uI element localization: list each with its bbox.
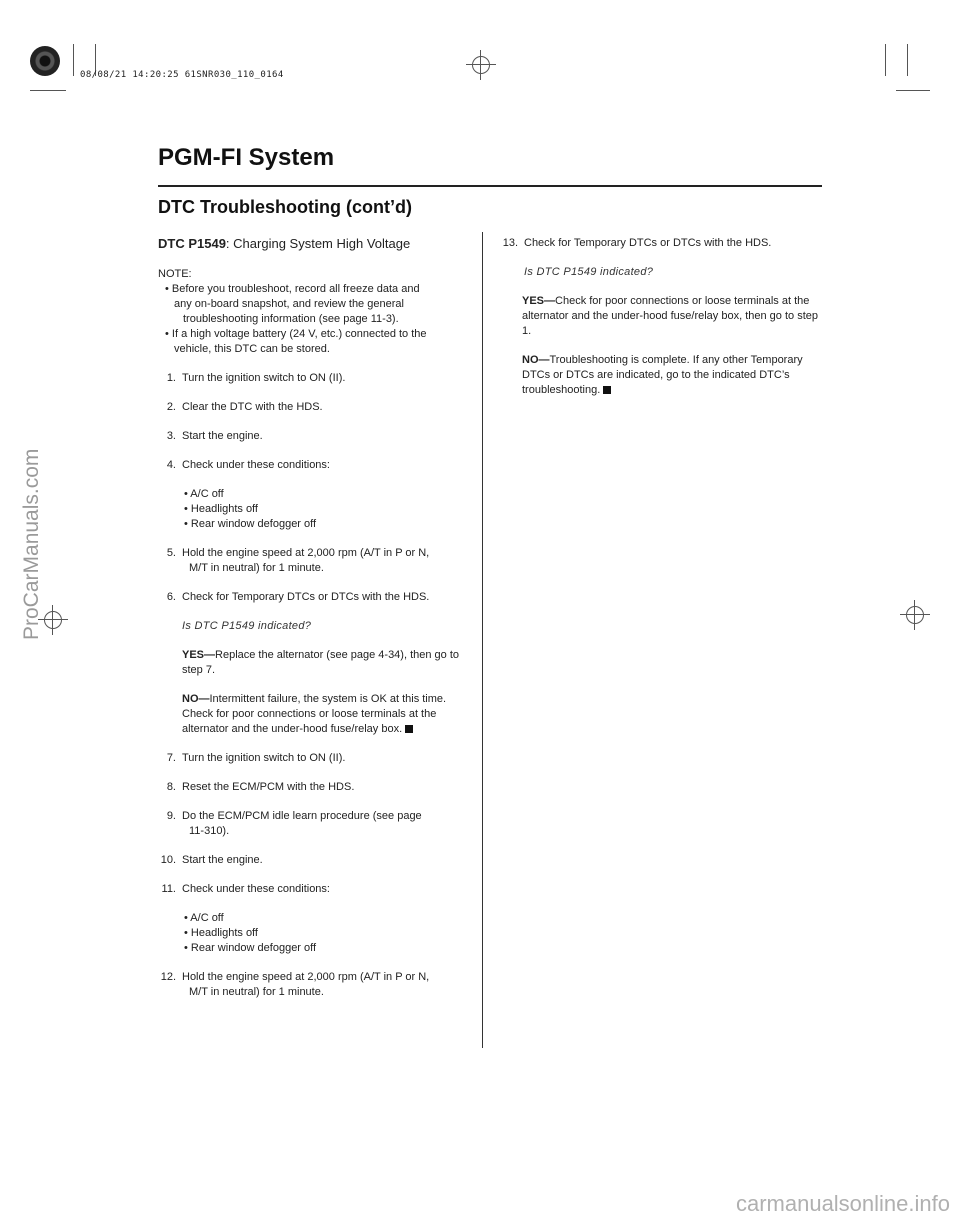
watermark-procarmanuals: ProCarManuals.com [20, 448, 43, 640]
crop-mark [885, 44, 886, 76]
condition-item: • Headlights off [184, 927, 258, 939]
note-label: NOTE: [158, 268, 192, 280]
end-mark-icon [603, 386, 611, 394]
step-13-yes: YES—Check for poor connections or loose terminals at the alternator and the under-hood fuse/relay box, then go to step 1. [522, 295, 818, 337]
step-5: 5. Hold the engine speed at 2,000 rpm (A/T in P or N, M/T in neutral) for 1 minute. [166, 547, 430, 574]
section-title: PGM-FI System [158, 144, 335, 171]
note-item: • Before you troubleshoot, record all freeze data and any on-board snapshot, and review the general troubleshooting information (see page 11-3). [165, 283, 420, 325]
step-11-conditions [184, 911, 473, 956]
dtc-heading [158, 236, 473, 251]
step-6: 6. Check for Temporary DTCs or DTCs with the HDS. [166, 591, 430, 603]
header-divider [158, 185, 822, 187]
watermark-carmanualsonline: carmanualsonline.info [735, 1191, 950, 1216]
dtc-colon: : [225, 236, 230, 251]
dtc-description: Charging System High Voltage [233, 236, 411, 251]
step-13: 13. Check for Temporary DTCs or DTCs with the HDS. [502, 237, 772, 249]
step-12: 12. Hold the engine speed at 2,000 rpm (A/T in P or N, M/T in neutral) for 1 minute. [160, 971, 430, 998]
condition-item: • A/C off [184, 488, 224, 500]
step-8: 8. Reset the ECM/PCM with the HDS. [166, 781, 355, 793]
crosshair-mark-icon [900, 600, 930, 630]
dtc-code: DTC P1549 [158, 236, 226, 251]
crosshair-mark-icon [466, 50, 496, 80]
end-mark-icon [405, 725, 413, 733]
step-6-no: NO—Intermittent failure, the system is OK at this time. Check for poor connections or loose terminals at the alternator and the under-hood fuse/relay box. [182, 693, 447, 735]
note-item: • If a high voltage battery (24 V, etc.) connected to the vehicle, this DTC can be stored. [165, 328, 427, 355]
step-4: 4. Check under these conditions: [166, 459, 330, 471]
crop-mark [896, 90, 930, 91]
step-13-no: NO—Troubleshooting is complete. If any other Temporary DTCs or DTCs are indicated, go to the indicated DTC’s troubleshooting. [522, 354, 803, 396]
condition-item: • A/C off [184, 912, 224, 924]
condition-item: • Rear window defogger off [184, 942, 317, 954]
step-6-yes: YES—Replace the alternator (see page 4-34), then go to step 7. [182, 649, 460, 676]
step-4-conditions [184, 487, 473, 532]
page-subtitle: DTC Troubleshooting (cont’d) [158, 197, 412, 217]
step-11: 11. Check under these conditions: [161, 883, 330, 895]
crop-mark [73, 44, 74, 76]
step-9: 9. Do the ECM/PCM idle learn procedure (see page 11-310). [166, 810, 422, 837]
right-column [500, 236, 820, 398]
step-2: 2. Clear the DTC with the HDS. [166, 401, 323, 413]
step-13-question: Is DTC P1549 indicated? [524, 266, 654, 278]
step-7: 7. Turn the ignition switch to ON (II). [166, 752, 346, 764]
step-6-question: Is DTC P1549 indicated? [182, 620, 312, 632]
print-timestamp: 08/08/21 14:20:25 61SNR030_110_0164 [80, 70, 284, 80]
step-1: 1. Turn the ignition switch to ON (II). [166, 372, 346, 384]
crop-mark [30, 90, 66, 91]
step-3: 3. Start the engine. [166, 430, 263, 442]
left-column [158, 236, 473, 1000]
registration-mark-icon [30, 46, 60, 76]
condition-item: • Rear window defogger off [184, 518, 317, 530]
column-divider [482, 232, 483, 1048]
step-10: 10. Start the engine. [160, 854, 263, 866]
condition-item: • Headlights off [184, 503, 258, 515]
crop-mark [907, 44, 908, 76]
